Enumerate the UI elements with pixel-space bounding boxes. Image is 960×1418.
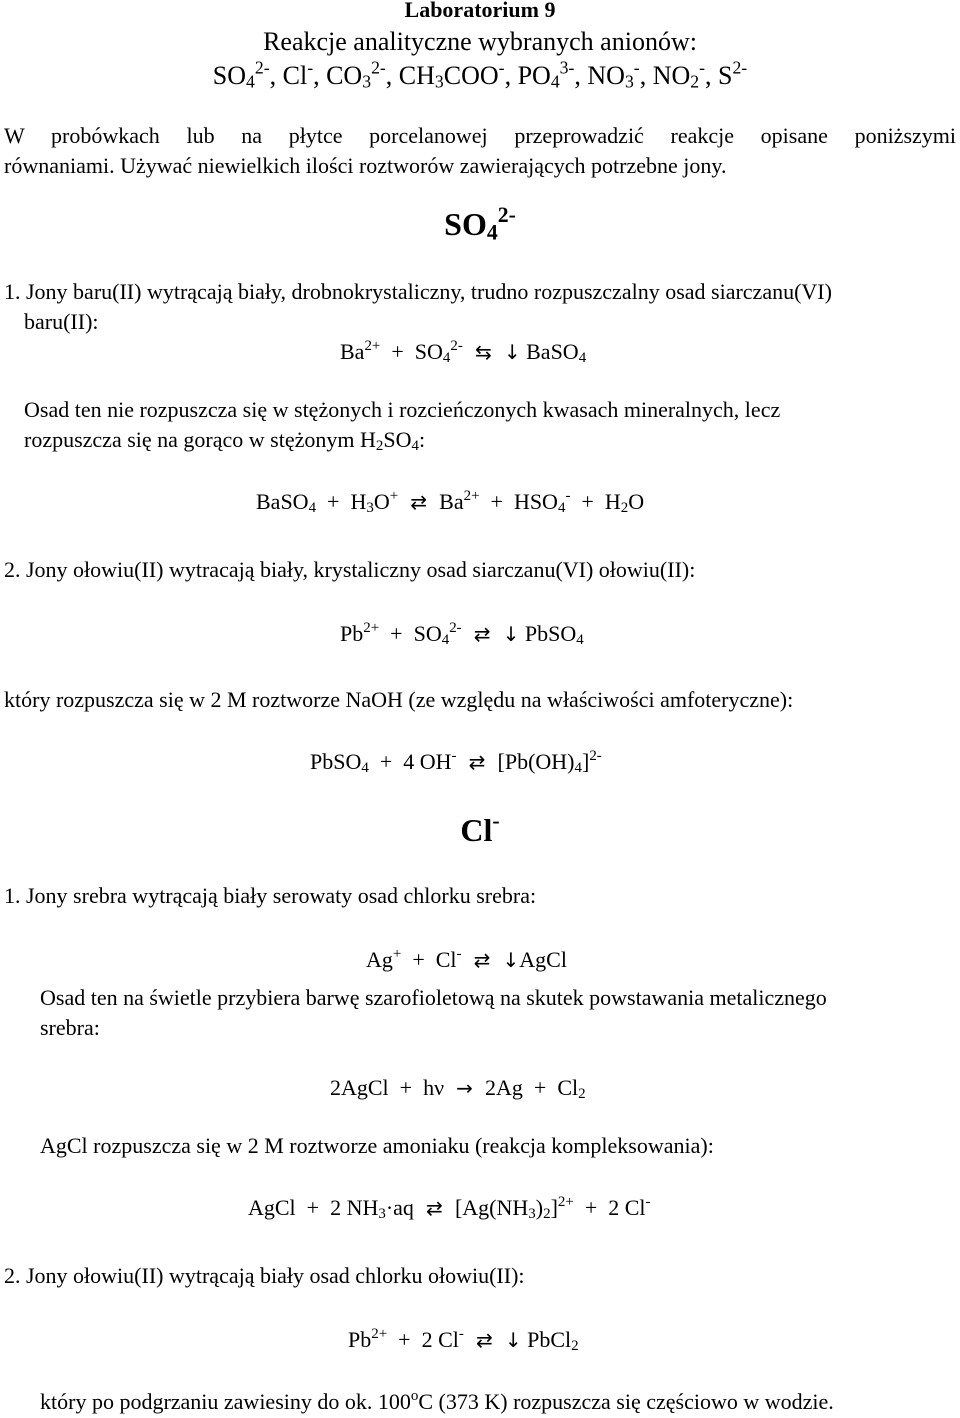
equation-ba-so4: $Ba^{2+} + SO_4^{2-}$ ⇆ ↓ BaSO$_4$ — [340, 338, 587, 366]
equilibrium-arrow-icon: ⇄ — [468, 750, 486, 774]
intro-line-1: W probówkach lub na płytce porcelanowej przeprowadzić reakcje opisane poniższymi — [4, 123, 956, 148]
equation-ag-cl: Ag+ + Cl- ⇄ ↓AgCl — [366, 946, 567, 972]
sulfate-note-1: Osad ten nie rozpuszcza się w stężonych i rozcieńczonych kwasach mineralnych, lecz — [24, 397, 781, 422]
precipitate-arrow-icon: ↓ — [504, 1328, 522, 1352]
equation-baso4-acid: BaSO$_4$ + $H_3O^+$ ⇄ $Ba^{2+} + HSO_4^- + H_2O$ — [256, 488, 645, 516]
precipitate-arrow-icon: ↓ — [503, 340, 521, 364]
equation-agcl-light: 2AgCl + $h\nu \to 2Ag + Cl_2$ — [330, 1075, 586, 1102]
chloride-point-2: 2. Jony ołowiu(II) wytrącają biały osad chlorku ołowiu(II): — [4, 1263, 525, 1288]
equation-pb-so4: $Pb^{2+} + SO_4^{2-}$ ⇄ ↓ PbSO$_4$ — [340, 620, 584, 648]
section-heading-sulfate: $SO_4^{2-}$ — [444, 202, 516, 245]
precipitate-arrow-icon: ↓ — [502, 948, 520, 972]
equation-agcl-nh3: AgCl + 2 $NH_3\cdot aq$ ⇄ $[Ag(NH_3)_2]^{2+} + 2$ Cl- — [248, 1194, 651, 1222]
equilibrium-arrow-icon: ⇄ — [473, 948, 491, 972]
equation-pbso4-oh: PbSO$_4$ + 4 OH- ⇄ $[Pb(OH)_4]^{2-}$ — [310, 748, 602, 776]
equilibrium-arrow-icon: ⇄ — [473, 622, 491, 646]
sulfate-point-2-note: który rozpuszcza się w 2 M roztworze NaOH (ze względu na właściwości amfoteryczne): — [4, 687, 794, 712]
sulfate-point-1-line-2: baru(II): — [24, 309, 99, 334]
equilibrium-arrow-icon: ⇆ — [474, 340, 492, 364]
page-subtitle: Reakcje analityczne wybranych anionów: — [263, 27, 697, 56]
precipitate-arrow-icon: ↓ — [502, 622, 520, 646]
chloride-note-3: AgCl rozpuszcza się w 2 M roztworze amoniaku (reakcja kompleksowania): — [40, 1133, 714, 1158]
chloride-point-2-note: który po podgrzaniu zawiesiny do ok. 100$^o$C (373 K) rozpuszcza się częściowo w wodzie. — [40, 1388, 834, 1414]
forward-arrow-icon: → — [456, 1076, 473, 1100]
intro-line-2: równaniami. Używać niewielkich ilości roztworów zawierających potrzebne jony. — [4, 153, 727, 178]
equilibrium-arrow-icon: ⇄ — [426, 1196, 443, 1220]
equilibrium-arrow-icon: ⇄ — [410, 490, 428, 514]
lab-title: Laboratorium 9 — [404, 0, 556, 22]
chloride-note-2: srebra: — [40, 1015, 100, 1040]
equation-pb-cl: $Pb^{2+} + 2$ Cl- ⇄ ↓ PbCl$_2$ — [348, 1326, 579, 1354]
chloride-note-1: Osad ten na świetle przybiera barwę szarofioletową na skutek powstawania metalicznego — [40, 985, 827, 1010]
chloride-point-1: 1. Jony srebra wytrącają biały serowaty osad chlorku srebra: — [4, 883, 537, 908]
section-heading-chloride: Cl- — [460, 808, 500, 848]
sulfate-note-2: rozpuszcza się na gorąco w stężonym $H_2SO_4$: — [24, 427, 426, 454]
sulfate-point-2: 2. Jony ołowiu(II) wytracają biały, krystaliczny osad siarczanu(VI) ołowiu(II): — [4, 557, 696, 582]
sulfate-point-1-line-1: 1. Jony baru(II) wytrącają biały, drobnokrystaliczny, trudno rozpuszczalny osad siarczanu(VI) — [4, 279, 832, 304]
equilibrium-arrow-icon: ⇄ — [475, 1328, 493, 1352]
anion-list: $SO_4^{2-}$, Cl-, $CO_3^{2-}$, $CH_3COO^-$, $PO_4^{3-}$, $NO_3^-$, $NO_2^-$, $S^{2-}$ — [212, 57, 748, 92]
